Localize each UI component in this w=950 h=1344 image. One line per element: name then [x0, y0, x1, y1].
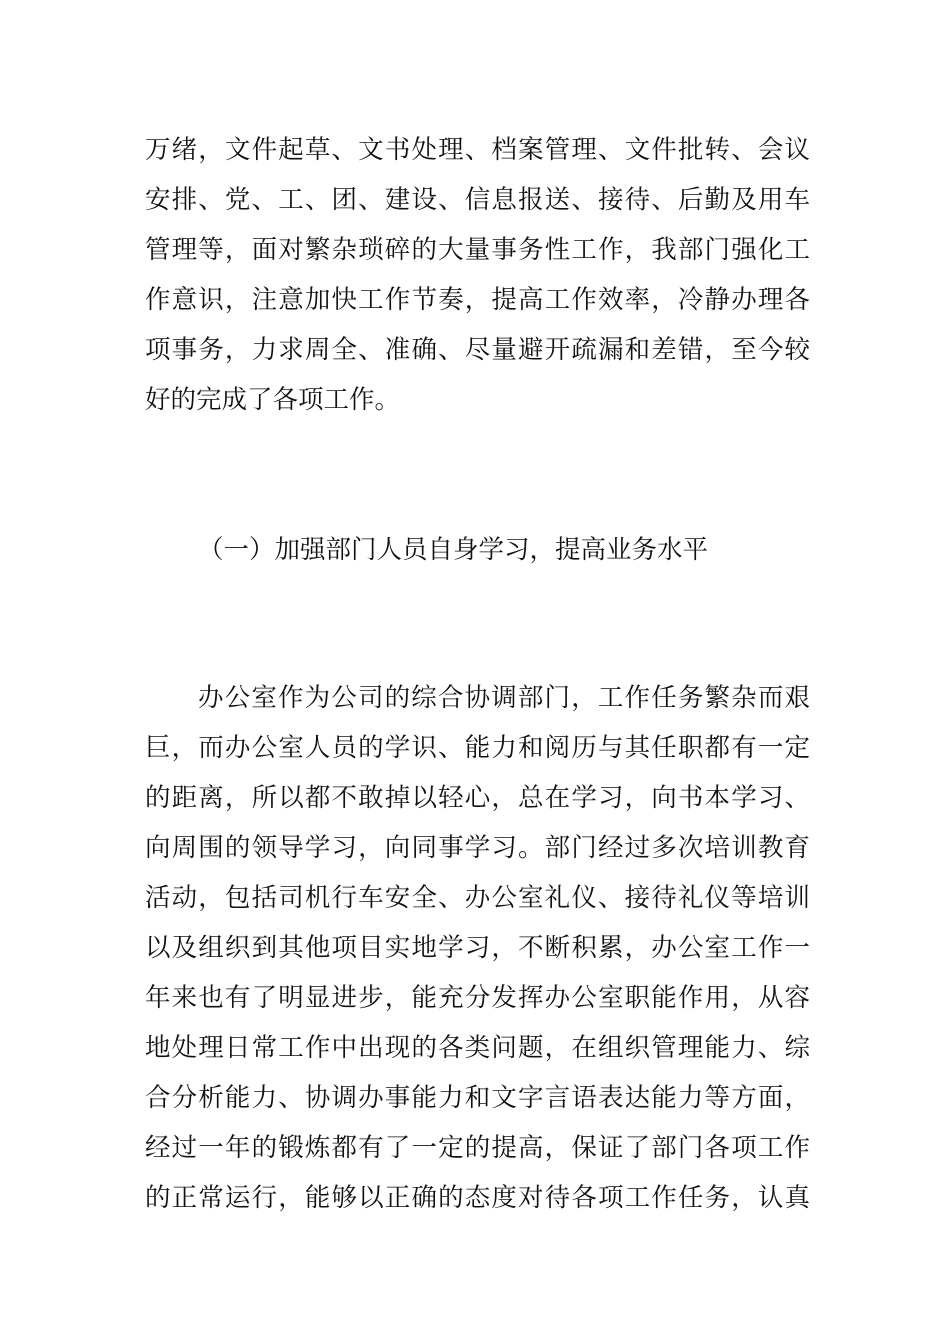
- text-line: 管理等，面对繁杂琐碎的大量事务性工作，我部门强化工: [145, 235, 810, 265]
- text-line: 项事务，力求周全、准确、尽量避开疏漏和差错，至今较: [145, 335, 810, 365]
- text-line: 地处理日常工作中出现的各类问题，在组织管理能力、综: [145, 1033, 810, 1063]
- text-line: 以及组织到其他项目实地学习，不断积累，办公室工作一: [145, 933, 810, 963]
- text-line: 合分析能力、协调办事能力和文字言语表达能力等方面，: [145, 1083, 810, 1113]
- text-line: 作意识，注意加快工作节奏，提高工作效率，冷静办理各: [145, 285, 810, 315]
- text-line: 安排、党、工、团、建设、信息报送、接待、后勤及用车: [145, 185, 810, 215]
- text-line: 好的完成了各项工作。: [145, 385, 401, 415]
- text-line: 的距离，所以都不敢掉以轻心，总在学习，向书本学习、: [145, 783, 810, 813]
- text-line: 巨，而办公室人员的学识、能力和阅历与其任职都有一定: [145, 733, 810, 763]
- text-line: 办公室作为公司的综合协调部门，工作任务繁杂而艰: [198, 683, 810, 713]
- section-heading: （一）加强部门人员自身学习，提高业务水平: [198, 535, 709, 565]
- text-line: 经过一年的锻炼都有了一定的提高，保证了部门各项工作: [145, 1133, 810, 1163]
- text-line: 万绪，文件起草、文书处理、档案管理、文件批转、会议: [145, 135, 810, 165]
- text-line: 年来也有了明显进步，能充分发挥办公室职能作用，从容: [145, 983, 810, 1013]
- text-line: 向周围的领导学习，向同事学习。部门经过多次培训教育: [145, 833, 810, 863]
- text-line: 的正常运行，能够以正确的态度对待各项工作任务，认真: [145, 1183, 810, 1213]
- text-line: 活动，包括司机行车安全、办公室礼仪、接待礼仪等培训: [145, 883, 810, 913]
